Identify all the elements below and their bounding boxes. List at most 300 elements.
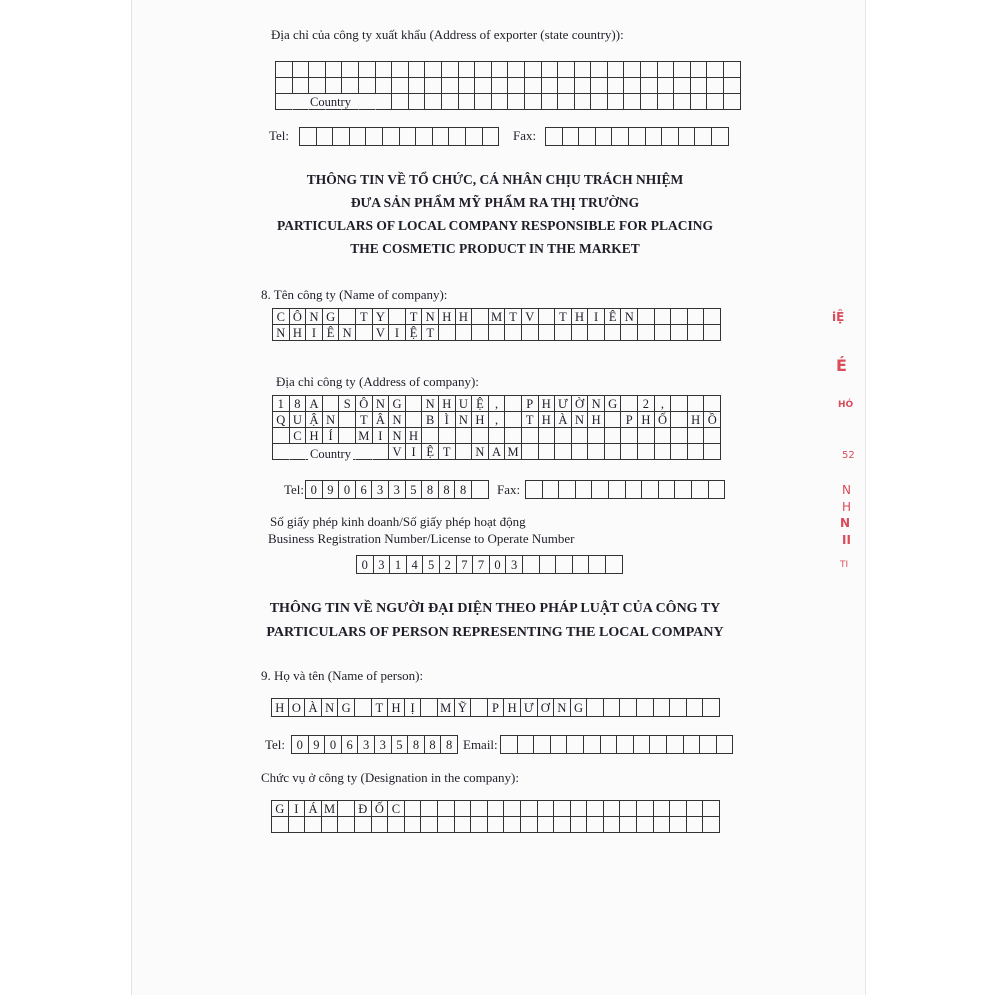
character-box [475,78,492,94]
character-box [421,817,438,833]
character-box: Ậ [306,412,323,428]
character-box [559,481,576,499]
character-box: , [489,396,506,412]
character-box [704,444,721,460]
character-box: Ố [655,412,672,428]
character-box: H [456,309,473,325]
character-box [692,481,709,499]
designation-label: Chức vụ ở công ty (Designation in the company): [261,770,519,785]
character-box [422,428,439,444]
character-box [667,736,684,754]
character-box: I [406,444,423,460]
character-box [392,94,409,110]
character-box [604,699,621,717]
character-box [405,801,422,817]
character-box [505,412,522,428]
person-tel-boxes [291,735,458,754]
character-box [546,128,563,146]
character-box [504,817,521,833]
character-box [425,62,442,78]
character-box [671,428,688,444]
character-box [322,817,339,833]
exporter-fax-label: Fax: [513,128,537,143]
character-box [456,325,473,341]
character-box [526,481,543,499]
character-box [674,78,691,94]
character-box: 8 [422,481,439,499]
character-box [455,801,472,817]
character-box [662,128,679,146]
character-box: N [322,699,339,717]
character-box [638,444,655,460]
character-box [642,481,659,499]
character-box [505,428,522,444]
company-name-label: 8. Tên công ty (Name of company): [261,287,448,302]
character-box [539,428,556,444]
character-box [571,801,588,817]
company-tel-label: Tel: [284,482,305,497]
character-box: H [306,428,323,444]
character-box [588,444,605,460]
character-box [671,325,688,341]
character-box: N [273,325,290,341]
person-name-boxes [271,698,720,717]
person-email-boxes [500,735,733,754]
section-heading-en-2: THE COSMETIC PRODUCT IN THE MARKET [350,241,640,256]
stamp-fragment: 52 [842,450,855,461]
character-box: A [306,396,323,412]
character-box [338,817,355,833]
character-box: S [339,396,356,412]
character-box: M [322,801,339,817]
character-box [576,481,593,499]
character-box [558,78,575,94]
section-heading-vi-1: THÔNG TIN VỀ TỔ CHỨC, CÁ NHÂN CHỊU TRÁCH NHIỆM [306,172,684,187]
character-box [492,94,509,110]
designation-grid [271,800,720,833]
character-box [355,817,372,833]
character-box [563,128,580,146]
character-box: N [456,412,473,428]
character-box: T [505,309,522,325]
character-box [433,128,450,146]
character-box [588,325,605,341]
character-box: À [555,412,572,428]
character-box [522,428,539,444]
character-box: 8 [425,736,442,754]
character-box [688,444,705,460]
character-box [534,736,551,754]
character-box: V [373,325,390,341]
section-heading-en-1: PARTICULARS OF LOCAL COMPANY RESPONSIBLE FOR PLACING [276,218,714,233]
character-box: C [290,428,307,444]
stamp-fragment: TI [840,560,849,570]
character-box [317,128,334,146]
exporter-tel-boxes [299,127,499,146]
character-box: H [439,309,456,325]
character-box [425,78,442,94]
character-box [406,412,423,428]
character-box: H [388,699,405,717]
character-box [409,78,426,94]
character-box [388,817,405,833]
character-box: 3 [389,481,406,499]
character-box [684,736,701,754]
character-box: Ô [290,309,307,325]
character-box [604,801,621,817]
character-box: 8 [441,736,458,754]
character-box [674,62,691,78]
character-box: I [373,428,390,444]
character-box [703,699,720,717]
grid-row [273,428,721,444]
person-name-label: 9. Họ và tên (Name of person): [261,668,424,683]
character-box [654,801,671,817]
character-box: Y [373,309,390,325]
character-box [518,736,535,754]
license-number-boxes [356,555,623,574]
character-box [575,78,592,94]
character-box [604,817,621,833]
character-box [620,699,637,717]
character-box: 3 [375,736,392,754]
character-box [703,817,720,833]
character-box [554,817,571,833]
character-box [300,128,317,146]
character-box: 5 [406,481,423,499]
character-box [456,444,473,460]
character-box [525,78,542,94]
character-box: P [621,412,638,428]
character-box [521,817,538,833]
character-box: 0 [339,481,356,499]
character-box [438,801,455,817]
character-box [638,428,655,444]
character-box [309,78,326,94]
character-box [521,801,538,817]
character-box: A [489,444,506,460]
character-box [724,62,741,78]
character-box [459,62,476,78]
character-box [617,736,634,754]
person-email-label: Email: [463,737,498,752]
character-box: 3 [372,481,389,499]
character-box: 1 [273,396,290,412]
character-box [609,481,626,499]
character-box: Í [323,428,340,444]
character-box [472,428,489,444]
character-box: 8 [408,736,425,754]
character-box [508,62,525,78]
character-box: 3 [374,556,391,574]
character-box: G [323,309,340,325]
character-box [608,94,625,110]
character-box [276,94,293,110]
character-box [674,94,691,110]
character-box: Ư [555,396,572,412]
character-box [421,801,438,817]
representative-heading-vi: THÔNG TIN VỀ NGƯỜI ĐẠI DIỆN THEO PHÁP LUẬT CỦA CÔNG TY [269,601,721,616]
character-box: N [572,412,589,428]
character-box [703,801,720,817]
character-box [376,78,393,94]
character-box [293,78,310,94]
character-box: H [688,412,705,428]
character-box [339,412,356,428]
character-box [339,428,356,444]
character-box [555,444,572,460]
character-box: Q [273,412,290,428]
stamp-fragment: É [836,356,847,375]
character-box [670,801,687,817]
character-box [405,817,422,833]
character-box [637,817,654,833]
character-box [293,94,310,110]
character-box: 2 [638,396,655,412]
stamp-fragment: N [842,483,851,497]
character-box [505,396,522,412]
license-label-vi: Số giấy phép kinh doanh/Số giấy phép hoạt động [270,514,526,529]
stamp-fragment: H [842,500,852,514]
character-box: I [588,309,605,325]
character-box [724,94,741,110]
stamp-fragment: HÓ [838,400,854,410]
character-box [704,309,721,325]
character-box [691,94,708,110]
character-box [717,736,734,754]
character-box: P [488,699,505,717]
character-box [591,78,608,94]
license-label-en: Business Registration Number/License to Operate Number [268,531,575,546]
character-box: T [372,699,389,717]
character-box: G [605,396,622,412]
character-box [522,325,539,341]
character-box [671,309,688,325]
character-box [273,444,290,460]
character-box: V [389,444,406,460]
character-box: H [638,412,655,428]
character-box [356,444,373,460]
character-box: I [289,801,306,817]
character-box [383,128,400,146]
character-box: H [472,412,489,428]
character-box [508,78,525,94]
character-box [691,62,708,78]
character-box: N [588,396,605,412]
character-box [695,128,712,146]
character-box [650,736,667,754]
character-box [558,62,575,78]
character-box [700,736,717,754]
character-box [475,94,492,110]
character-box: Ồ [704,412,721,428]
character-box [704,325,721,341]
representative-heading-en: PARTICULARS OF PERSON REPRESENTING THE LOCAL COMPANY [266,625,724,640]
character-box: Á [305,801,322,817]
character-box: G [389,396,406,412]
character-box [305,817,322,833]
character-box [658,94,675,110]
character-box: 0 [306,481,323,499]
character-box: 2 [440,556,457,574]
character-box [584,736,601,754]
character-box [605,412,622,428]
section-heading-vi-2: ĐƯA SẢN PHẨM MỸ PHẨM RA THỊ TRƯỜNG [350,195,640,210]
character-box: T [356,412,373,428]
grid-row [272,817,720,833]
character-box [687,817,704,833]
character-box [439,428,456,444]
character-box [372,817,389,833]
character-box [655,428,672,444]
character-box [488,801,505,817]
character-box [638,309,655,325]
character-box [492,62,509,78]
character-box [409,94,426,110]
character-box: M [505,444,522,460]
grid-row [276,78,741,94]
character-box [466,128,483,146]
character-box [575,94,592,110]
person-tel-label: Tel: [265,737,286,752]
character-box [704,396,721,412]
character-box: 9 [309,736,326,754]
company-address-label: Địa chỉ công ty (Address of company): [276,374,479,389]
character-box [459,78,476,94]
character-box [471,699,488,717]
character-box: N [389,428,406,444]
character-box [472,325,489,341]
character-box: G [571,699,588,717]
character-box [376,62,393,78]
character-box: N [389,412,406,428]
stamp-fragment: N [840,516,851,530]
character-box: Ệ [472,396,489,412]
character-box: M [489,309,506,325]
character-box: V [522,309,539,325]
character-box [572,444,589,460]
character-box: G [272,801,289,817]
character-box [658,78,675,94]
character-box: T [356,309,373,325]
character-box: 1 [390,556,407,574]
character-box [587,801,604,817]
character-box [400,128,417,146]
character-box: 5 [423,556,440,574]
character-box [555,325,572,341]
character-box [605,325,622,341]
character-box [290,444,307,460]
character-box [638,325,655,341]
character-box [634,736,651,754]
character-box: T [406,309,423,325]
character-box: 3 [358,736,375,754]
character-box: Ố [372,801,389,817]
character-box: U [290,412,307,428]
character-box: H [406,428,423,444]
character-box [605,428,622,444]
character-box [525,94,542,110]
character-box [572,325,589,341]
character-box [421,699,438,717]
character-box: N [621,309,638,325]
character-box [373,444,390,460]
character-box [273,428,290,444]
character-box: N [472,444,489,460]
character-box: N [422,309,439,325]
character-box [276,62,293,78]
character-box [579,128,596,146]
character-box [556,556,573,574]
character-box [621,325,638,341]
character-box: B [422,412,439,428]
character-box [542,94,559,110]
character-box [658,62,675,78]
character-box [655,444,672,460]
character-box [654,817,671,833]
exporter-tel-label: Tel: [269,128,290,143]
character-box [572,428,589,444]
character-box [646,128,663,146]
character-box [707,94,724,110]
character-box: H [539,412,556,428]
character-box: Ỹ [455,699,472,717]
character-box [641,62,658,78]
character-box [621,428,638,444]
character-box: 7 [457,556,474,574]
character-box: H [290,325,307,341]
character-box [679,128,696,146]
character-box: Ư [521,699,538,717]
character-box [323,396,340,412]
character-box [671,396,688,412]
character-box [671,444,688,460]
character-box: 8 [455,481,472,499]
character-box: 6 [356,481,373,499]
character-box [641,78,658,94]
character-box [326,62,343,78]
character-box [392,62,409,78]
company-country-label: Country [310,447,351,461]
character-box [425,94,442,110]
character-box [575,62,592,78]
character-box: T [522,412,539,428]
character-box: N [554,699,571,717]
character-box [707,78,724,94]
character-box [654,699,671,717]
character-box [626,481,643,499]
character-box [542,62,559,78]
character-box [475,62,492,78]
character-box [276,78,293,94]
character-box [442,62,459,78]
character-box: T [555,309,572,325]
character-box [505,325,522,341]
character-box: O [289,699,306,717]
character-box [641,94,658,110]
character-box [637,699,654,717]
character-box: 5 [392,736,409,754]
character-box [471,817,488,833]
character-box: I [306,325,323,341]
character-box [555,428,572,444]
character-box: Ị [405,699,422,717]
character-box [492,78,509,94]
character-box: 7 [473,556,490,574]
character-box [456,428,473,444]
character-box [472,309,489,325]
company-tel-boxes [305,480,489,499]
